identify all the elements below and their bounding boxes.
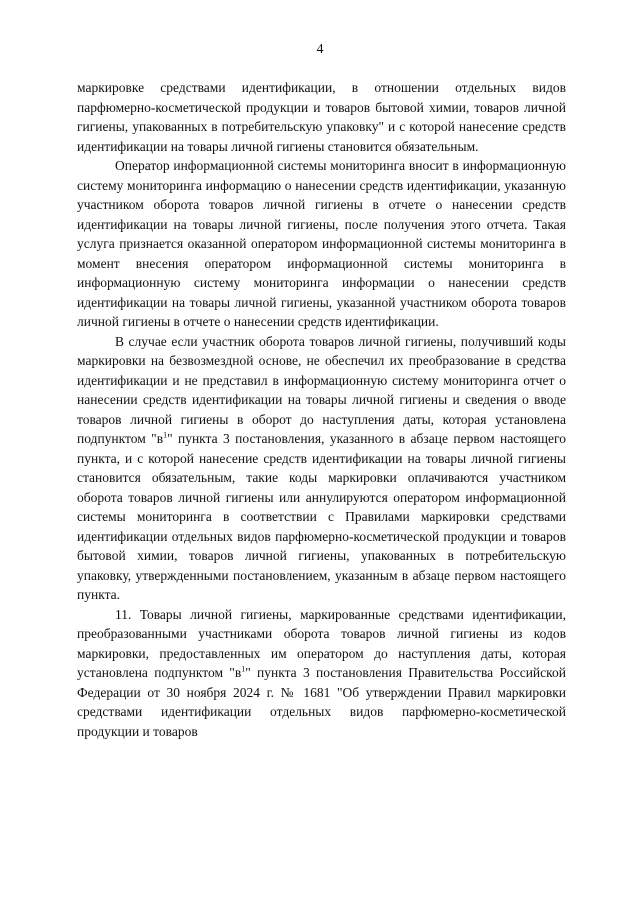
paragraph-operator: Оператор информационной системы мониторинга вносит в информационную систему мониторинга информацию о нанесении средств идентификации, указанную участником оборота товаров личной гигиены в отчете о нанесении средств идентификации на товары личной гигиены, после получения этого отчета. Такая услуга признается оказанной оператором информационной системы мониторинга в момент внесения оператором информационной системы мониторинга в информационную систему мониторинга информации о нанесении средств идентификации на товары личной гигиены, указанной участником оборота товаров личной гигиены в отчете о нанесении средств идентификации.: [77, 158, 566, 329]
paragraph-unused-codes-part2: " пункта 3 постановления, указанного в абзаце первом настоящего пункта, и с которой нанесение средств идентификации на товары личной гигиены становится обязательным, такие коды маркировки оплачиваются участником оборота товаров личной гигиены или аннулируются оператором информационной системы мониторинга в соответствии с Правилами маркировки средствами идентификации отдельных видов парфюмерно-косметической продукции и товаров бытовой химии, товаров личной гигиены, упакованных в потребительскую упаковку, утвержденными постановлением, указанным в абзаце первом настоящего пункта.: [77, 431, 566, 602]
paragraph-unused-codes-part1: В случае если участник оборота товаров личной гигиены, получивший коды маркировки на безвозмездной основе, не обеспечил их преобразование в средства идентификации и не представил в информационную систему мониторинга отчет о нанесении средств идентификации на товары личной гигиены и сведения о вводе товаров личной гигиены в оборот до наступления даты, которая установлена подпунктом "в: [77, 333, 566, 446]
paragraph-item-11: [77, 605, 566, 742]
paragraph-item-11-part1: 11. Товары личной гигиены, маркированные средствами идентификации, преобразованными участниками оборота товаров личной гигиены из кодов маркировки, предоставленных им оператором до наступления даты, которая установлена подпунктом "в: [77, 606, 566, 680]
paragraph-unused-codes: [77, 332, 566, 605]
superscript-1: 1: [163, 430, 168, 440]
paragraph-continuation: маркировке средствами идентификации, в отношении отдельных видов парфюмерно-косметической продукции и товаров бытовой химии, товаров личной гигиены, упакованных в потребительскую упаковку" и с которой нанесение средств идентификации на товары личной гигиены становится обязательным.: [77, 80, 566, 154]
superscript-1-second: 1: [241, 664, 246, 674]
page-number: 4: [316, 42, 324, 57]
paragraph-item-11-part2: " пункта 3 постановления Правительства Российской Федерации от 30 ноября 2024 г. № 1681 "Об утверждении Правил маркировки средствами идентификации отдельных видов парфюмерно-косметической продукции и товаров: [77, 665, 566, 739]
document-body: [77, 78, 566, 741]
